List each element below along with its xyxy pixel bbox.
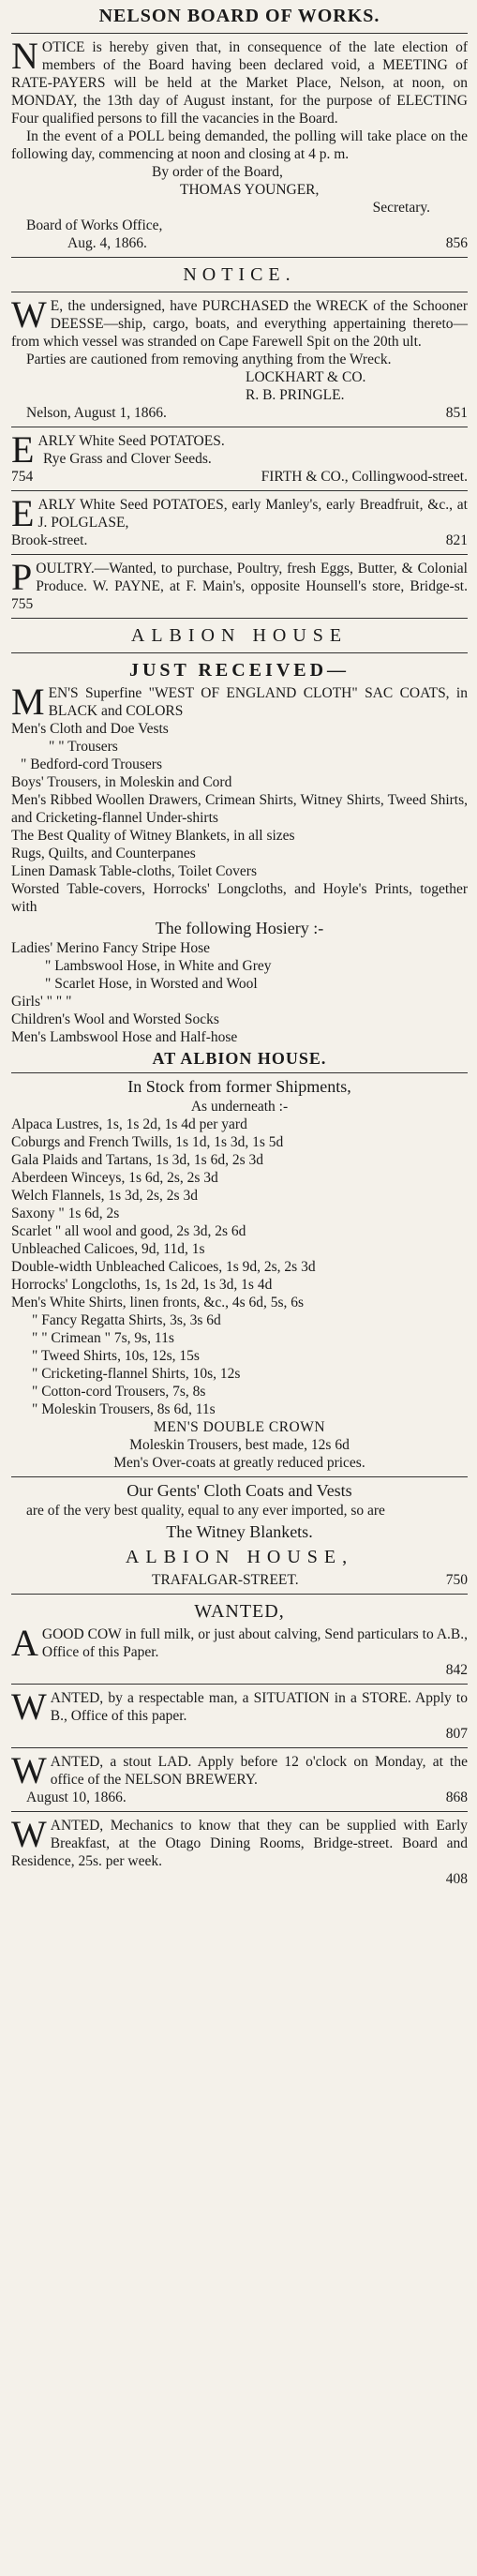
- albion-just-received: JUST RECEIVED—: [128, 660, 350, 681]
- list-item: " Lambswool Hose, in White and Grey: [45, 958, 272, 974]
- list-item: Boys' Trousers, in Moleskin and Cord: [11, 774, 232, 790]
- poultry-wanted: [11, 556, 468, 613]
- divider: [11, 652, 468, 653]
- firth-num: 754: [11, 469, 34, 485]
- list-item: " " Trousers: [49, 739, 118, 755]
- albion-gents-body: are of the very best quality, equal to any ever imported, so are: [26, 1503, 385, 1519]
- dropcap: W: [11, 1813, 47, 1855]
- list-item: " Tweed Shirts, 10s, 12s, 15s: [32, 1348, 200, 1364]
- dropcap: A: [11, 1622, 38, 1664]
- nelson-board-notice: [11, 4, 468, 252]
- wanted-situation-body: ANTED, by a respectable man, a SITUATION in a STORE. Apply to B., Office of this paper.: [50, 1690, 468, 1724]
- albion-as-under: As underneath :-: [190, 1099, 289, 1115]
- wanted-situation: [11, 1685, 468, 1743]
- dropcap: P: [11, 556, 33, 598]
- albion-footer: [11, 1571, 468, 1589]
- divider: [11, 1072, 468, 1073]
- wanted-lad-body: ANTED, a stout LAD. Apply before 12 o'clock on Monday, at the office of the NELSON BREWERY.: [50, 1754, 468, 1788]
- nelson-board-num: 856: [445, 235, 468, 251]
- albion-street: TRAFALGAR-STREET.: [152, 1572, 299, 1588]
- divider: [11, 618, 468, 619]
- list-item: Children's Wool and Worsted Socks: [11, 1011, 219, 1027]
- dropcap: W: [11, 1749, 47, 1791]
- albion-moleskin: Moleskin Trousers, best made, 12s 6d: [129, 1437, 350, 1453]
- divider: [11, 257, 468, 258]
- firth-line1: ARLY White Seed POTATOES.: [37, 433, 225, 449]
- nelson-board-footer: [11, 234, 468, 252]
- wanted-mechanics-num: 408: [445, 1871, 468, 1887]
- list-item: Coburgs and French Twills, 1s 1d, 1s 3d, 1s 5d: [11, 1134, 284, 1150]
- albion-at-albion: AT ALBION HOUSE.: [152, 1049, 327, 1068]
- wanted-lad-date: August 10, 1866.: [26, 1790, 127, 1805]
- list-item: " Cricketing-flannel Shirts, 10s, 12s: [32, 1366, 241, 1382]
- nelson-board-body: OTICE is hereby given that, in consequence of the late election of members of the Board having been declared void, a MEETING of RATE-PAYERS will be held at the Market Place, Nelson, at noon, on MONDAY, the 13th day of August instant, for the purpose of ELECTING Four qualified persons to fill the vacancies in the Board.: [11, 39, 468, 127]
- notice-caution: Parties are cautioned from removing anything from the Wreck.: [26, 352, 392, 367]
- albion-witney: The Witney Blankets.: [166, 1522, 313, 1541]
- list-item: " Cotton-cord Trousers, 7s, 8s: [32, 1384, 206, 1400]
- list-item: " " Crimean " 7s, 9s, 11s: [32, 1330, 174, 1346]
- dropcap: E: [11, 492, 35, 534]
- nelson-board-office: Board of Works Office,: [26, 217, 163, 233]
- albion-hosiery: [11, 939, 468, 1046]
- list-item: Double-width Unbleached Calicoes, 1s 9d, 2s, 2s 3d: [11, 1259, 316, 1275]
- notice-sig2: R. B. PRINGLE.: [246, 387, 345, 403]
- list-item: The Best Quality of Witney Blankets, in all sizes: [11, 828, 295, 844]
- wanted-mechanics: [11, 1813, 468, 1888]
- list-item: Rugs, Quilts, and Counterpanes: [11, 846, 196, 861]
- firth-sig: FIRTH & CO., Collingwood-street.: [261, 469, 468, 485]
- firth-potatoes: [11, 428, 468, 486]
- nelson-board-name: THOMAS YOUNGER,: [180, 182, 320, 198]
- albion-overcoats: Men's Over-coats at greatly reduced prices.: [113, 1455, 365, 1471]
- notice-date: Nelson, August 1, 1866.: [26, 405, 167, 421]
- notice-sig1: LOCKHART & CO.: [246, 369, 366, 385]
- list-item: Men's Cloth and Doe Vests: [11, 721, 169, 737]
- dropcap: W: [11, 293, 47, 336]
- list-item: Gala Plaids and Tartans, 1s 3d, 1s 6d, 2s 3d: [11, 1152, 263, 1168]
- wanted-lad-num: 868: [445, 1790, 468, 1805]
- list-item: " Moleskin Trousers, 8s 6d, 11s: [32, 1401, 216, 1417]
- divider: [11, 490, 468, 491]
- list-item: Aberdeen Winceys, 1s 6d, 2s, 2s 3d: [11, 1170, 218, 1186]
- dropcap: N: [11, 35, 38, 77]
- dropcap: E: [11, 428, 35, 471]
- polglase-body: ARLY White Seed POTATOES, early Manley's, early Breadfruit, &c., at J. POLGLASE,: [37, 497, 468, 531]
- list-item: Scarlet " all wool and good, 2s 3d, 2s 6d: [11, 1223, 246, 1239]
- wanted-lad-footer: [11, 1789, 468, 1806]
- divider: [11, 1594, 468, 1595]
- albion-stock-title: In Stock from former Shipments,: [127, 1077, 351, 1096]
- list-item: Horrocks' Longcloths, 1s, 1s 2d, 1s 3d, 1s 4d: [11, 1277, 273, 1293]
- albion-title: ALBION HOUSE: [130, 625, 349, 646]
- albion-gents-title: Our Gents' Cloth Coats and Vests: [127, 1481, 352, 1500]
- dropcap: W: [11, 1685, 47, 1728]
- albion-footer-title: ALBION HOUSE,: [125, 1547, 354, 1567]
- notice-footer: [11, 404, 468, 422]
- nelson-board-order: By order of the Board,: [152, 164, 283, 180]
- wanted-cow: [11, 1599, 468, 1679]
- wanted-title: WANTED,: [194, 1601, 285, 1622]
- nelson-board-date: Aug. 4, 1866.: [67, 235, 147, 251]
- list-item: Unbleached Calicoes, 9d, 11d, 1s: [11, 1241, 205, 1257]
- list-item: Ladies' Merino Fancy Stripe Hose: [11, 940, 210, 956]
- divider: [11, 33, 468, 34]
- polglase-num: 821: [445, 532, 468, 548]
- wanted-cow-body: GOOD COW in full milk, or just about calving, Send particulars to A.B., Office of this Paper.: [41, 1626, 468, 1660]
- list-item: Linen Damask Table-cloths, Toilet Covers: [11, 863, 257, 879]
- albion-hosiery-title: The following Hosiery :-: [155, 919, 324, 937]
- dropcap: M: [11, 681, 45, 723]
- albion-house-ad: [11, 623, 468, 1589]
- albion-stock: [11, 1116, 468, 1418]
- list-item: Men's Lambswool Hose and Half-hose: [11, 1029, 238, 1045]
- albion-num: 750: [445, 1572, 468, 1588]
- albion-double-crown: MEN'S DOUBLE CROWN: [153, 1419, 326, 1435]
- nelson-board-title: NELSON BOARD OF WORKS.: [98, 6, 380, 26]
- divider: [11, 1811, 468, 1812]
- list-item: " Fancy Regatta Shirts, 3s, 3s 6d: [32, 1312, 221, 1328]
- list-item: " Bedford-cord Trousers: [21, 756, 162, 772]
- wanted-lad: [11, 1749, 468, 1806]
- albion-items: [11, 720, 468, 916]
- list-item: Men's Ribbed Woollen Drawers, Crimean Shirts, Witney Shirts, Tweed Shirts, and Cricketing-flannel Under-shirts: [11, 792, 468, 826]
- notice-wreck: [11, 262, 468, 422]
- list-item: Girls' " " ": [11, 994, 72, 1010]
- notice-body: E, the undersigned, have PURCHASED the WRECK of the Schooner DEESSE—ship, cargo, boats, and everything appertaining thereto—from which vessel was stranded on Cape Farewell Spit on the 20th ult.: [11, 298, 468, 350]
- notice-num: 851: [445, 405, 468, 421]
- divider: [11, 1747, 468, 1748]
- albion-intro: EN'S Superfine "WEST OF ENGLAND CLOTH" SAC COATS, in BLACK and COLORS: [48, 685, 468, 719]
- nelson-board-poll: In the event of a POLL being demanded, the polling will take place on the following day, commencing at noon and closing at 4 p. m.: [11, 128, 468, 162]
- firth-footer: [11, 468, 468, 486]
- list-item: Alpaca Lustres, 1s, 1s 2d, 1s 4d per yard: [11, 1116, 247, 1132]
- list-item: Men's White Shirts, linen fronts, &c., 4s 6d, 5s, 6s: [11, 1295, 305, 1310]
- divider: [11, 1684, 468, 1685]
- newspaper-page: [0, 4, 477, 1888]
- list-item: Worsted Table-covers, Horrocks' Longcloths, and Hoyle's Prints, together with: [11, 881, 468, 915]
- polglase-potatoes: [11, 492, 468, 549]
- wanted-mechanics-body: ANTED, Mechanics to know that they can be supplied with Early Breakfast, at the Otago Dining Rooms, Bridge-street. Board and Residence, 25s. per week.: [11, 1818, 468, 1869]
- list-item: " Scarlet Hose, in Worsted and Wool: [45, 976, 258, 992]
- poultry-body: OULTRY.—Wanted, to purchase, Poultry, fresh Eggs, Butter, & Colonial Produce. W. PAYNE, at F. Main's, opposite Hounsell's store, Bridge-st. 755: [11, 561, 468, 612]
- polglase-street: Brook-street.: [11, 532, 88, 548]
- list-item: Welch Flannels, 1s 3d, 2s, 2s 3d: [11, 1188, 198, 1204]
- firth-line2: Rye Grass and Clover Seeds.: [43, 451, 212, 467]
- notice-title: NOTICE.: [183, 264, 296, 285]
- divider: [11, 554, 468, 555]
- wanted-cow-num: 842: [445, 1662, 468, 1678]
- nelson-board-role: Secretary.: [372, 200, 430, 216]
- polglase-footer: [11, 532, 468, 549]
- list-item: Saxony " 1s 6d, 2s: [11, 1206, 120, 1221]
- wanted-situation-num: 807: [445, 1726, 468, 1742]
- divider: [11, 1476, 468, 1477]
